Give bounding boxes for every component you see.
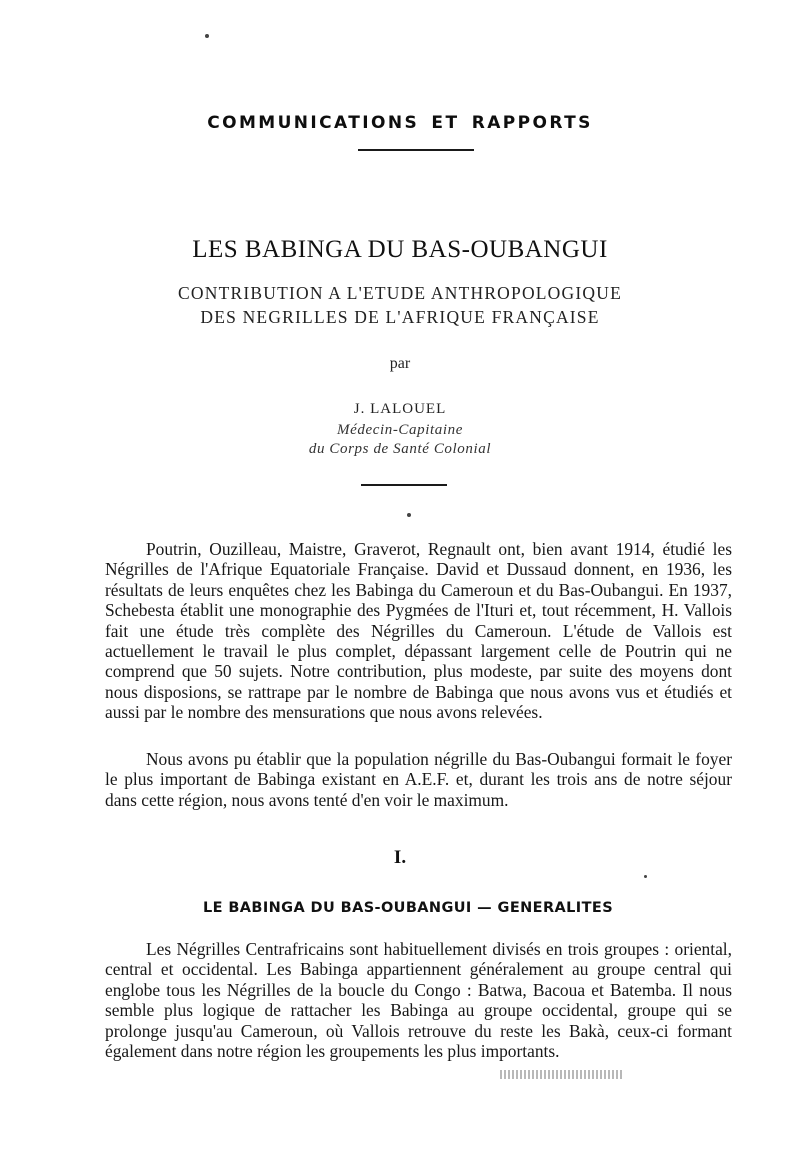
print-speck [205,34,209,38]
body-paragraph-1: Poutrin, Ouzilleau, Maistre, Graverot, Regnault ont, bien avant 1914, étudié les Négrilles de l'Afrique Equatoriale Française. David et Dussaud donnent, en 1936, les résultats de leurs enquêtes chez les Babinga du Cameroun et du Bas-Oubangui. En 1937, Schebesta établit une monographie des Pygmées de l'Ituri et, tout récemment, H. Vallois fait une étude très complète des Négrilles du Cameroun. L'étude de Vallois est actuellement le travail le plus complet, dépassant largement celle de Poutrin qui ne comprend que 50 sujets. Notre contribution, plus modeste, par suite des moyens dont nous disposions, se rattrape par le nombre de Babinga que nous avons vus et étudiés et aussi par le nombre des mensurations que nous avons relevées. [105,539,732,723]
byline-par: par [389,355,411,372]
body-paragraph-2: Nous avons pu établir que la population négrille du Bas-Oubangui formait le foyer le plus important de Babinga existant en A.E.F. et, durant les trois ans de notre séjour dans cette région, nous avons tenté d'en voir le maximum. [105,749,732,810]
section-label: COMMUNICATIONS ET RAPPORTS [207,113,593,133]
body-paragraph-3: Les Négrilles Centrafricains sont habituellement divisés en trois groupes : oriental, central et occidental. Les Babinga appartiennent généralement au groupe central qui englobe tous les Négrilles de la boucle du Congo : Batwa, Bacoua et Batemba. Il nous semble plus logique de rattacher les Babinga au groupe occidental, groupe qui se prolonge jusqu'au Cameroun, où Vallois retrouve du reste les Bakà, ceux-ci formant également dans notre région les groupements les plus importants. [105,939,732,1062]
ink-smudge [500,1070,622,1079]
article-subtitle-line2: DES NEGRILLES DE L'AFRIQUE FRANÇAISE [200,307,600,327]
author-name: J. LALOUEL [353,401,447,417]
author-corps: du Corps de Santé Colonial [308,441,492,457]
title-rule [361,484,447,486]
header-rule [358,149,474,151]
section-heading: LE BABINGA DU BAS-OUBANGUI — GENERALITES [202,900,614,916]
author-rank: Médecin-Capitaine [337,422,463,438]
section-number: I. [393,847,407,868]
article-subtitle-line1: CONTRIBUTION A L'ETUDE ANTHROPOLOGIQUE [178,283,622,303]
article-title: LES BABINGA DU BAS-OUBANGUI [192,236,608,263]
print-speck [407,513,411,517]
print-speck [644,875,647,878]
